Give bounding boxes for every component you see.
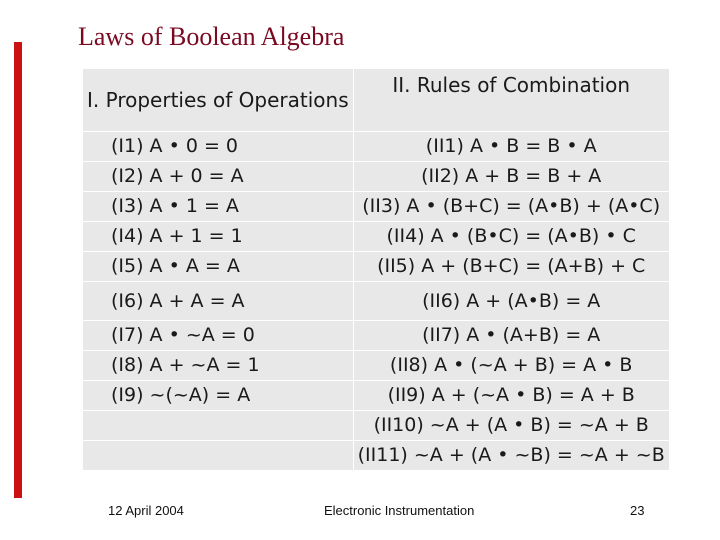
- footer-date: 12 April 2004: [108, 503, 184, 518]
- table-row: [83, 162, 670, 192]
- law-cell-left: (I2) A + 0 = A: [83, 162, 354, 192]
- accent-bar: [14, 42, 22, 498]
- law-cell-right: (II6) A + (A•B) = A: [353, 282, 669, 321]
- law-cell-left: (I6) A + A = A: [83, 282, 354, 321]
- law-cell-left: (I8) A + ~A = 1: [83, 351, 354, 381]
- header-properties: I. Properties of Operations: [83, 69, 354, 132]
- law-cell-left: (I3) A • 1 = A: [83, 192, 354, 222]
- table-row: [83, 222, 670, 252]
- law-cell-right: (II7) A • (A+B) = A: [353, 321, 669, 351]
- law-cell-right: (II4) A • (B•C) = (A•B) • C: [353, 222, 669, 252]
- slide-title: Laws of Boolean Algebra: [78, 22, 345, 51]
- table-row: [83, 381, 670, 411]
- law-cell-right: (II2) A + B = B + A: [353, 162, 669, 192]
- law-cell-left: [83, 441, 354, 471]
- law-cell-left: (I1) A • 0 = 0: [83, 132, 354, 162]
- header-combination: II. Rules of Combination: [353, 69, 669, 132]
- law-cell-right: (II3) A • (B+C) = (A•B) + (A•C): [353, 192, 669, 222]
- footer-title: Electronic Instrumentation: [324, 503, 475, 518]
- table-row: [83, 321, 670, 351]
- table-row: [83, 252, 670, 282]
- table-row: [83, 282, 670, 321]
- table-row: [83, 132, 670, 162]
- boolean-laws-table: [82, 68, 670, 471]
- page-number: 23: [630, 503, 645, 518]
- table-row: [83, 441, 670, 471]
- table-row: [83, 351, 670, 381]
- table-row: [83, 411, 670, 441]
- law-cell-left: (I5) A • A = A: [83, 252, 354, 282]
- law-cell-right: (II8) A • (~A + B) = A • B: [353, 351, 669, 381]
- law-cell-right: (II5) A + (B+C) = (A+B) + C: [353, 252, 669, 282]
- table-header-row: [83, 69, 670, 132]
- law-cell-left: (I9) ~(~A) = A: [83, 381, 354, 411]
- law-cell-right: (II9) A + (~A • B) = A + B: [353, 381, 669, 411]
- law-cell-left: [83, 411, 354, 441]
- law-cell-right: (II10) ~A + (A • B) = ~A + B: [353, 411, 669, 441]
- law-cell-right: (II11) ~A + (A • ~B) = ~A + ~B: [353, 441, 669, 471]
- table-row: [83, 192, 670, 222]
- law-cell-right: (II1) A • B = B • A: [353, 132, 669, 162]
- law-cell-left: (I4) A + 1 = 1: [83, 222, 354, 252]
- law-cell-left: (I7) A • ~A = 0: [83, 321, 354, 351]
